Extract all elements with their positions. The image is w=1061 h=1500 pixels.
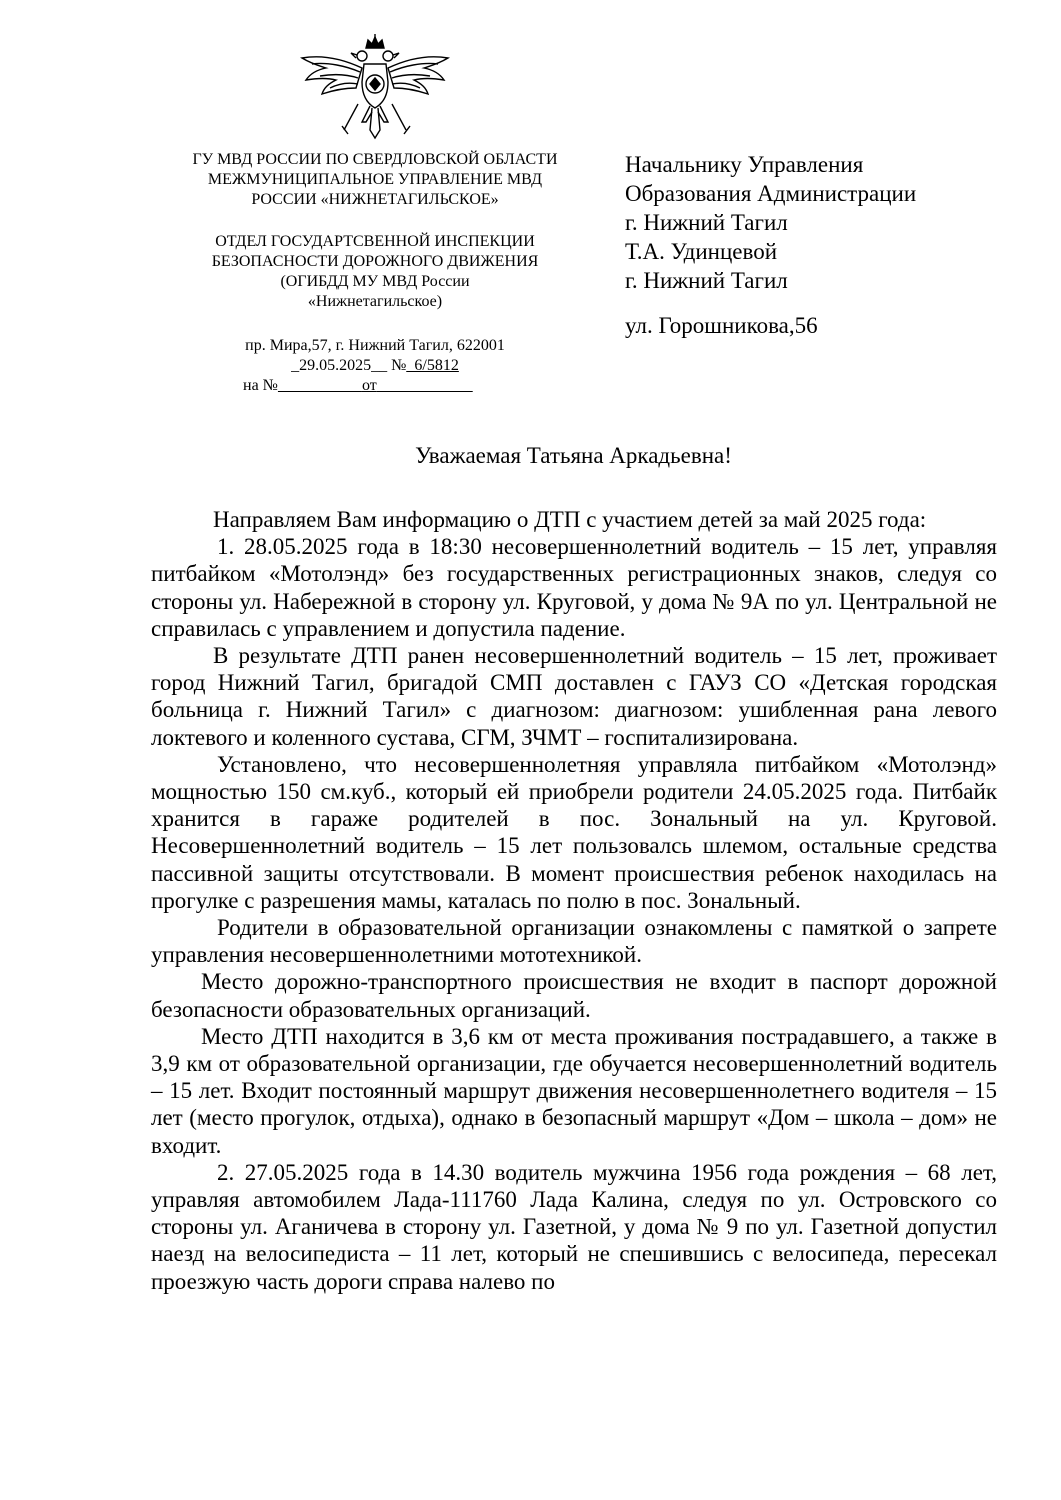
outgoing-number: _6/5812 xyxy=(406,357,459,374)
sender-organization xyxy=(150,150,600,210)
sender-address-block xyxy=(150,336,600,396)
body-paragraph: 1. 28.05.2025 года в 18:30 несовершеннолетний водитель – 15 лет, управляя питбайком «Мотолэнд» без государственных регистрационных знаков, следуя со стороны ул. Набережной в сторону ул. Круговой, у дома № 9А по ул. Центральной не справилась с управлением и допустила падение. xyxy=(151,534,997,641)
sender-dept-line: ОТДЕЛ ГОСУДАРТСВЕННОЙ ИНСПЕКЦИИ xyxy=(215,233,535,250)
sender-org-line: РОССИИ «НИЖНЕТАГИЛЬСКОЕ» xyxy=(251,191,499,208)
sender-dept-line: «Нижнетагильское) xyxy=(307,293,443,310)
recipient-line: г. Нижний Тагил xyxy=(625,268,788,293)
incoming-number-label: на № xyxy=(243,377,278,394)
incoming-number-blank xyxy=(278,377,473,394)
double-headed-eagle-emblem-icon xyxy=(300,34,450,142)
incoming-reference xyxy=(150,376,600,396)
recipient-street: ул. Горошникова,56 xyxy=(625,313,818,338)
sender-department xyxy=(150,232,600,312)
sender-org-line: МЕЖМУНИЦИПАЛЬНОЕ УПРАВЛЕНИЕ МВД xyxy=(207,171,543,188)
body-paragraph: Место дорожно-транспортного происшествия не входит в паспорт дорожной безопасности образовательных организаций. xyxy=(151,969,997,1022)
sender-dept-line: (ОГИБДД МУ МВД России xyxy=(280,273,470,290)
body-paragraph: Направляем Вам информацию о ДТП с участием детей за май 2025 года: xyxy=(213,507,927,532)
body-paragraph: 2. 27.05.2025 года в 14.30 водитель мужчина 1956 года рождения – 68 лет, управляя автомобилем Лада-111760 Лада Калина, следуя по ул. Островского со стороны ул. Аганичева в сторону ул. Газетной, у дома № 9 по ул. Газетной допустил наезд на велосипедиста – 11 лет, который не спешившись с велосипеда, пересекал проезжую часть дороги справа налево по xyxy=(151,1159,997,1294)
sender-org-line: ГУ МВД РОССИИ ПО СВЕРДЛОВСКОЙ ОБЛАСТИ xyxy=(192,151,558,168)
outgoing-reference xyxy=(150,356,600,376)
letter-body xyxy=(151,506,997,1295)
sender-address: пр. Мира,57, г. Нижний Тагил, 622001 xyxy=(245,337,505,354)
body-paragraph: В результате ДТП ранен несовершеннолетний водитель – 15 лет, проживает город Нижний Тагил, бригадой СМП доставлен с ГАУЗ СО «Детская городская больница г. Нижний Тагил» с диагнозом: диагнозом: ушибленная рана левого локтевого и коленного сустава, СГМ, ЗЧМТ – госпитализирована. xyxy=(151,643,997,750)
greeting: Уважаемая Татьяна Аркадьевна! xyxy=(415,443,732,468)
recipient-line: Т.А. Удинцевой xyxy=(625,239,778,264)
body-paragraph: Установлено, что несовершеннолетняя управляла питбайком «Мотолэнд» мощностью 150 см.куб., который ей приобрели родители 24.05.2025 года. Питбайк хранится в гараже родителей в пос. Зональный на ул. Круговой. Несовершеннолетний водитель – 15 лет пользовалсь шлемом, остальные средства пассивной защиты отсутствовали. В момент происшествия ребенок находилась на прогулке с разрешения мамы, каталась по полю в пос. Зональный. xyxy=(151,751,997,913)
incoming-date-label: от xyxy=(361,377,377,394)
body-paragraph: Родители в образовательной организации ознакомлены с памяткой о запрете управления несовершеннолетними мототехникой. xyxy=(151,915,997,968)
body-paragraph: Место ДТП находится в 3,6 км от места проживания пострадавшего, а также в 3,9 км от образовательной организации, где обучается несовершеннолетний водитель – 15 лет. Входит постоянный маршрут движения несовершеннолетнего водителя – 15 лет (место прогулок, отдыха), однако в безопасный маршрут «Дом – школа – дом» не входит. xyxy=(151,1023,997,1158)
outgoing-number-prefix: № xyxy=(391,357,407,374)
sender-dept-line: БЕЗОПАСНОСТИ ДОРОЖНОГО ДВИЖЕНИЯ xyxy=(211,253,539,270)
outgoing-date: _29.05.2025__ xyxy=(291,357,388,374)
recipient-line: Начальнику Управления xyxy=(625,152,864,177)
recipient-line: Образования Администрации xyxy=(625,181,917,206)
recipient-line: г. Нижний Тагил xyxy=(625,210,788,235)
recipient-block xyxy=(625,150,1045,340)
